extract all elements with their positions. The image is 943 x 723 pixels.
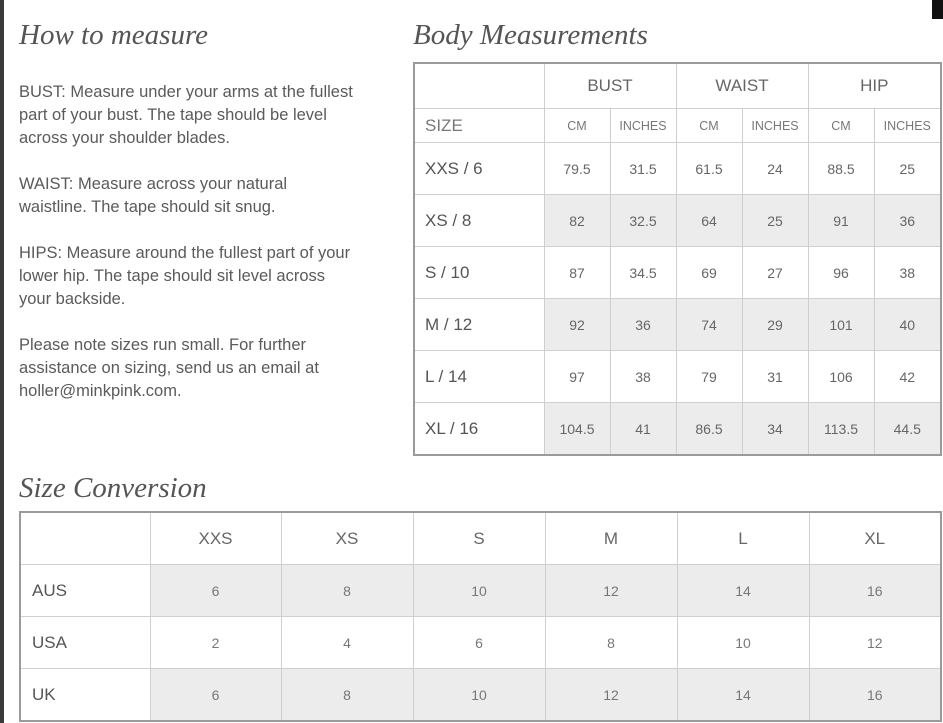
conversion-cell: 8 (281, 565, 413, 617)
measurement-cell: 101 (808, 299, 874, 351)
table-row (414, 403, 941, 456)
measurement-cell: 69 (676, 247, 742, 299)
measurement-cell: 25 (874, 143, 941, 195)
measurement-cell: 42 (874, 351, 941, 403)
size-label: XXS / 6 (414, 143, 544, 195)
measurement-cell: 31.5 (610, 143, 676, 195)
measurement-cell: 40 (874, 299, 941, 351)
conversion-cell: 6 (150, 565, 281, 617)
conversion-cell: 8 (545, 617, 677, 669)
bust-instruction: BUST: Measure under your arms at the fullest part of your bust. The tape should be level across your shoulder blades. (19, 83, 353, 147)
waist-column-header: WAIST (676, 63, 808, 109)
measurement-cell: 29 (742, 299, 808, 351)
region-label: UK (20, 669, 150, 722)
measurement-cell: 44.5 (874, 403, 941, 456)
size-column-header: S (413, 512, 545, 565)
size-label: XL / 16 (414, 403, 544, 456)
measurement-cell: 32.5 (610, 195, 676, 247)
left-edge-strip (0, 0, 4, 723)
measurement-cell: 36 (874, 195, 941, 247)
table-row (20, 617, 941, 669)
measurement-cell: 86.5 (676, 403, 742, 456)
sizing-note: Please note sizes run small. For further assistance on sizing, send us an email at holler@minkpink.com. (19, 336, 319, 400)
measurement-cell: 38 (610, 351, 676, 403)
measurement-cell: 91 (808, 195, 874, 247)
how-to-measure-heading: How to measure (19, 19, 209, 51)
measurement-cell: 87 (544, 247, 610, 299)
conversion-cell: 12 (809, 617, 941, 669)
region-label: AUS (20, 565, 150, 617)
measurement-cell: 34 (742, 403, 808, 456)
size-label: XS / 8 (414, 195, 544, 247)
body-measurements-heading: Body Measurements (413, 19, 648, 51)
measurement-cell: 38 (874, 247, 941, 299)
measurement-cell: 34.5 (610, 247, 676, 299)
conversion-cell: 14 (677, 565, 809, 617)
conversion-cell: 4 (281, 617, 413, 669)
size-label: S / 10 (414, 247, 544, 299)
conversion-cell: 10 (413, 565, 545, 617)
size-column-header: XXS (150, 512, 281, 565)
unit-header: CM (544, 109, 610, 143)
measurement-cell: 41 (610, 403, 676, 456)
table-corner-cell (20, 512, 150, 565)
measuring-instructions (19, 81, 359, 426)
conversion-cell: 2 (150, 617, 281, 669)
hip-column-header: HIP (808, 63, 941, 109)
measurement-cell: 82 (544, 195, 610, 247)
unit-header: CM (676, 109, 742, 143)
conversion-cell: 6 (413, 617, 545, 669)
size-conversion-table (19, 511, 942, 722)
conversion-cell: 16 (809, 565, 941, 617)
measurement-cell: 31 (742, 351, 808, 403)
measurement-cell: 92 (544, 299, 610, 351)
measurement-cell: 113.5 (808, 403, 874, 456)
conversion-cell: 8 (281, 669, 413, 722)
unit-header: INCHES (874, 109, 941, 143)
conversion-cell: 10 (413, 669, 545, 722)
size-column-header: L (677, 512, 809, 565)
measurement-cell: 97 (544, 351, 610, 403)
measurement-cell: 36 (610, 299, 676, 351)
table-row (414, 247, 941, 299)
corner-mark (932, 0, 943, 19)
conversion-cell: 6 (150, 669, 281, 722)
unit-header: CM (808, 109, 874, 143)
size-label: M / 12 (414, 299, 544, 351)
unit-header: INCHES (610, 109, 676, 143)
bust-column-header: BUST (544, 63, 676, 109)
conversion-cell: 16 (809, 669, 941, 722)
size-conversion-heading: Size Conversion (19, 472, 207, 504)
table-row (414, 299, 941, 351)
measurement-cell: 96 (808, 247, 874, 299)
measurement-cell: 79.5 (544, 143, 610, 195)
body-measurements-table (413, 62, 942, 456)
waist-instruction: WAIST: Measure across your natural waistline. The tape should sit snug. (19, 175, 288, 216)
unit-header: INCHES (742, 109, 808, 143)
hips-instruction: HIPS: Measure around the fullest part of your lower hip. The tape should sit level across your backside. (19, 244, 351, 308)
measurement-cell: 79 (676, 351, 742, 403)
table-corner-cell (414, 63, 544, 109)
measurement-cell: 88.5 (808, 143, 874, 195)
table-row (20, 565, 941, 617)
conversion-cell: 14 (677, 669, 809, 722)
size-column-header: SIZE (414, 109, 544, 143)
size-label: L / 14 (414, 351, 544, 403)
region-label: USA (20, 617, 150, 669)
size-column-header: XS (281, 512, 413, 565)
measurement-cell: 64 (676, 195, 742, 247)
conversion-cell: 12 (545, 669, 677, 722)
measurement-cell: 24 (742, 143, 808, 195)
size-column-header: XL (809, 512, 941, 565)
table-row (414, 143, 941, 195)
measurement-cell: 27 (742, 247, 808, 299)
measurement-cell: 25 (742, 195, 808, 247)
measurement-cell: 104.5 (544, 403, 610, 456)
table-row (414, 195, 941, 247)
size-column-header: M (545, 512, 677, 565)
conversion-cell: 10 (677, 617, 809, 669)
measurement-cell: 61.5 (676, 143, 742, 195)
conversion-cell: 12 (545, 565, 677, 617)
table-row (20, 669, 941, 722)
measurement-cell: 106 (808, 351, 874, 403)
measurement-cell: 74 (676, 299, 742, 351)
table-row (414, 351, 941, 403)
